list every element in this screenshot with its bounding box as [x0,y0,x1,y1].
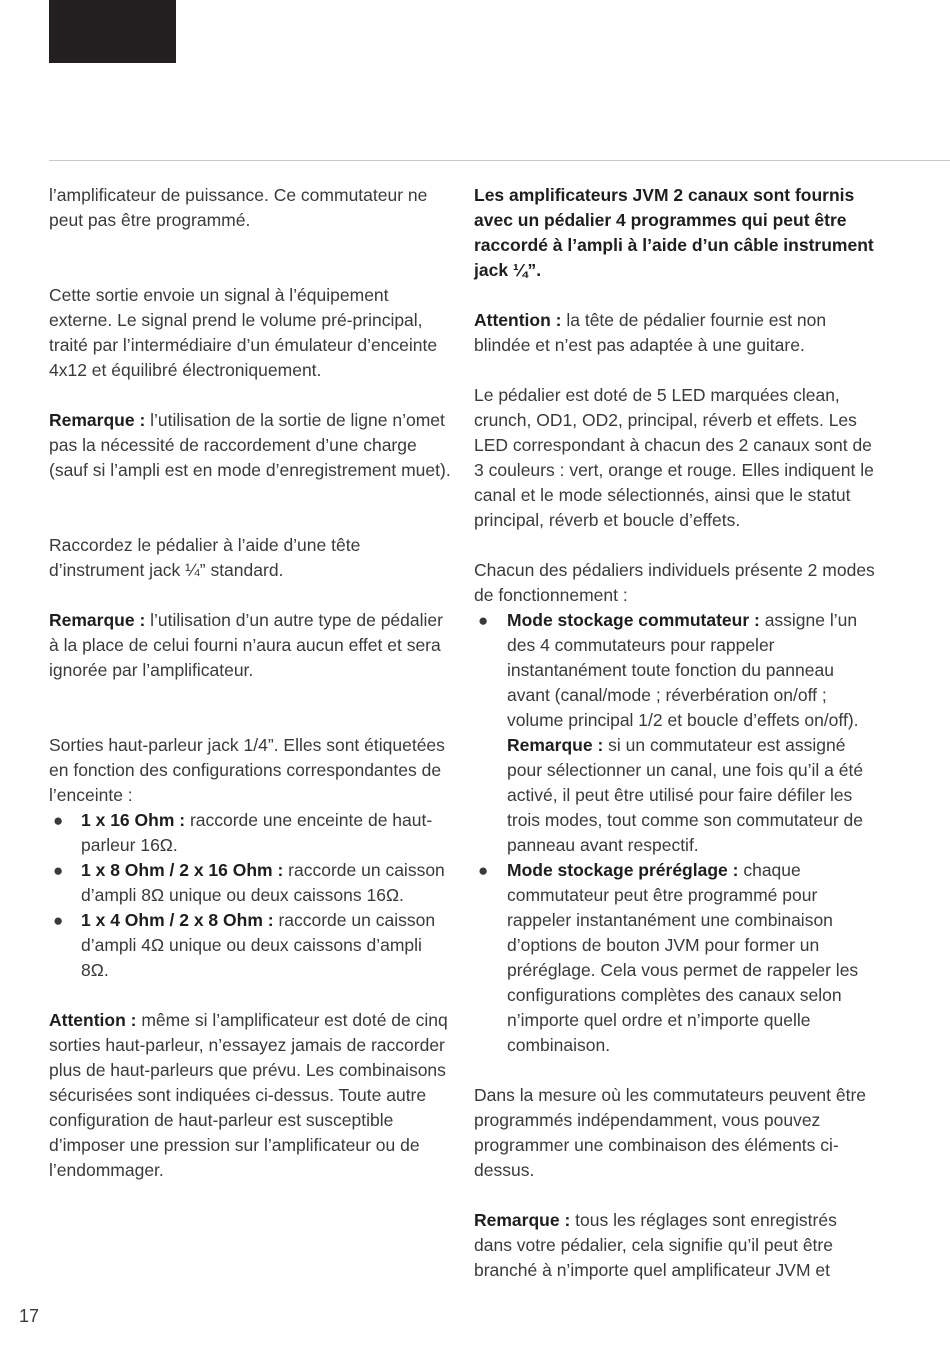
item-label: 1 x 4 Ohm / 2 x 8 Ohm : [81,910,274,930]
warning-text: la tête de pédalier fournie est non blindée et n’est pas adaptée à une guitare. [474,310,827,355]
bullet-icon: ● [53,811,64,830]
list-item [49,808,453,858]
paragraph: Sorties haut-parleur jack 1/4”. Elles sont étiquetées en fonction des configurations correspondantes de l’enceinte : [49,735,445,805]
item-text: raccorde un caisson d’ampli 8Ω unique ou deux caissons 16Ω. [81,860,445,905]
warning-paragraph [49,1008,453,1183]
item-label: 1 x 8 Ohm / 2 x 16 Ohm : [81,860,284,880]
list-item [49,908,453,983]
paragraph: Raccordez le pédalier à l’aide d’une tête d’instrument jack ¼” standard. [49,535,361,580]
speaker-list [49,808,453,983]
intro-paragraph: Les amplificateurs JVM 2 canaux sont fournis avec un pédalier 4 programmes qui peut être raccordé à l’ampli à l’aide d’un câble instrument jack ¼”. [474,185,874,280]
note-text: tous les réglages sont enregistrés dans votre pédalier, cela signifie qu’il peut être branché à n’importe quel amplificateur JVM et [474,1210,837,1280]
header-rule [49,160,950,161]
bullet-icon: ● [478,861,489,880]
warning-paragraph [474,308,878,358]
note-label: Remarque : [49,410,146,430]
header-block [49,0,176,63]
item-text: raccorde un caisson d’ampli 4Ω unique ou deux caissons d’ampli 8Ω. [81,910,436,980]
item-text: chaque commutateur peut être programmé pour rappeler instantanément une combinaison d’options de bouton JVM pour former un préréglage. Cela vous permet de rappeler les configurations complètes des canaux selon n’importe quel ordre et n’importe quelle combinaison. [507,860,859,1055]
bullet-icon: ● [478,611,489,630]
warning-label: Attention : [474,310,562,330]
item-note [507,733,878,858]
list-item [49,858,453,908]
paragraph: Chacun des pédaliers individuels présente 2 modes de fonctionnement : [474,560,875,605]
note-paragraph [474,1208,878,1283]
note-label: Remarque : [507,735,604,755]
list-item [474,858,878,1058]
note-text: l’utilisation de la sortie de ligne n’omet pas la nécessité de raccordement d’une charge (sauf si l’ampli est en mode d’enregistrement muet). [49,410,451,480]
item-text: raccorde une enceinte de haut-parleur 16Ω. [81,810,433,855]
left-column [49,183,453,1183]
warning-text: même si l’amplificateur est doté de cinq sorties haut-parleur, n’essayez jamais de raccorder plus de haut-parleurs que prévu. Les combinaisons sécurisées sont indiquées ci-dessus. Toute autre configuration de haut-parleur est susceptible d’imposer une pression sur l’amplificateur ou de l’endommager. [49,1010,448,1180]
paragraph: Le pédalier est doté de 5 LED marquées clean, crunch, OD1, OD2, principal, réverb et effets. Les LED correspondant à chacun des 2 canaux sont de 3 couleurs : vert, orange et rouge. Elles indiquent le canal et le mode sélectionnés, ainsi que le statut principal, réverb et boucle d’effets. [474,385,874,530]
paragraph: Cette sortie envoie un signal à l’équipement externe. Le signal prend le volume pré-principal, traité par l’intermédiaire d’un émulateur d’enceinte 4x12 et équilibré électroniquement. [49,285,438,380]
item-label: Mode stockage préréglage : [507,860,739,880]
note-text: si un commutateur est assigné pour sélectionner un canal, une fois qu’il a été activé, il peut être utilisé pour faire défiler les trois modes, tout comme son commutateur de panneau avant respectif. [507,735,864,855]
note-paragraph [49,408,453,483]
note-label: Remarque : [49,610,146,630]
modes-list [474,608,878,1058]
item-label: 1 x 16 Ohm : [81,810,186,830]
note-text: l’utilisation d’un autre type de pédalier à la place de celui fourni n’aura aucun effet et sera ignorée par l’amplificateur. [49,610,443,680]
item-label: Mode stockage commutateur : [507,610,760,630]
page-number: 17 [19,1306,40,1326]
bullet-icon: ● [53,861,64,880]
note-paragraph [49,608,453,683]
warning-label: Attention : [49,1010,137,1030]
paragraph: l’amplificateur de puissance. Ce commutateur ne peut pas être programmé. [49,185,428,230]
note-label: Remarque : [474,1210,571,1230]
list-item [474,608,878,858]
right-column [474,183,878,1283]
item-text: assigne l’un des 4 commutateurs pour rappeler instantanément toute fonction du panneau avant (canal/mode ; réverbération on/off ; volume principal 1/2 et boucle d’effets on/off). [507,610,859,730]
paragraph: Dans la mesure où les commutateurs peuvent être programmés indépendamment, vous pouvez programmer une combinaison des éléments ci-dessus. [474,1085,866,1180]
bullet-icon: ● [53,911,64,930]
